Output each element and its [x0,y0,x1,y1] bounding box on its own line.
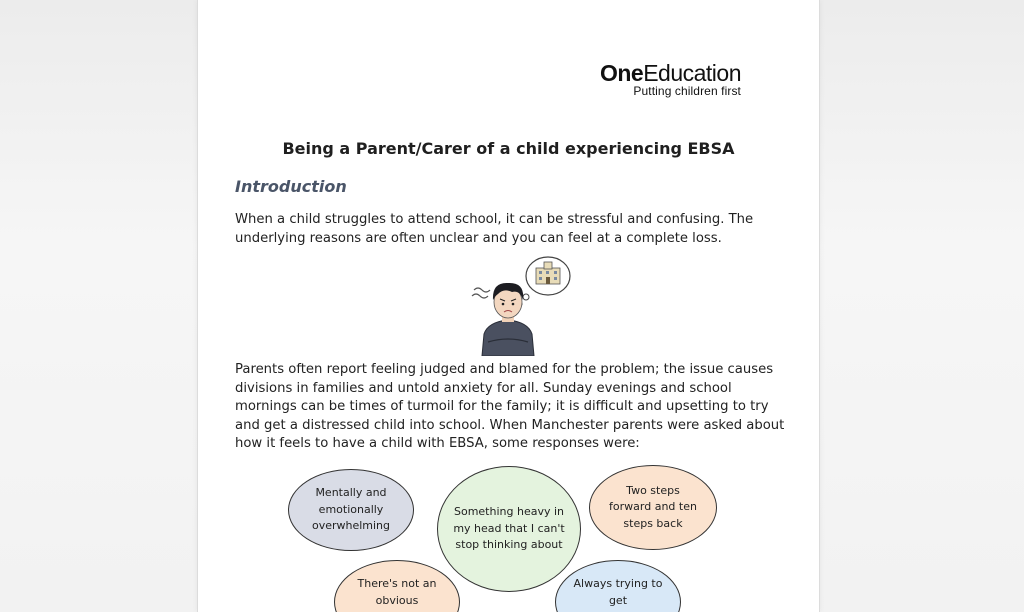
response-bubble: Always trying to get [555,560,681,612]
response-bubble: Two steps forward and ten steps back [589,465,717,550]
logo-name-regular: Education [643,60,741,86]
worried-child-thinking-of-school-icon [468,256,572,356]
parents-experience-paragraph: Parents often report feeling judged and blamed for the problem; the issue causes divisions in families and untold anxiety for all. Sunday evenings and school mornings can be times of turmoil for the family; it is difficult and upsetting to try and get a distressed child into school. When Manchester parents were asked about how it feels to have a child with EBSA, some responses were: [235,362,785,451]
document-title: Being a Parent/Carer of a child experiencing EBSA [282,139,735,158]
response-bubble: There's not an obvious [334,560,460,612]
logo-tagline: Putting children first [633,84,741,98]
logo-name-bold: One [599,60,644,86]
one-education-logo [600,60,741,98]
document-page [197,0,820,612]
intro-paragraph: When a child struggles to attend school, it can be stressful and confusing. The underlying reasons are often unclear and you can feel at a complete loss. [235,212,754,246]
response-bubble: Something heavy in my head that I can't stop thinking about [437,466,581,592]
response-bubble: Mentally and emotionally overwhelming [288,469,414,551]
section-heading-introduction: Introduction [235,177,347,196]
logo-wordmark [600,60,741,86]
